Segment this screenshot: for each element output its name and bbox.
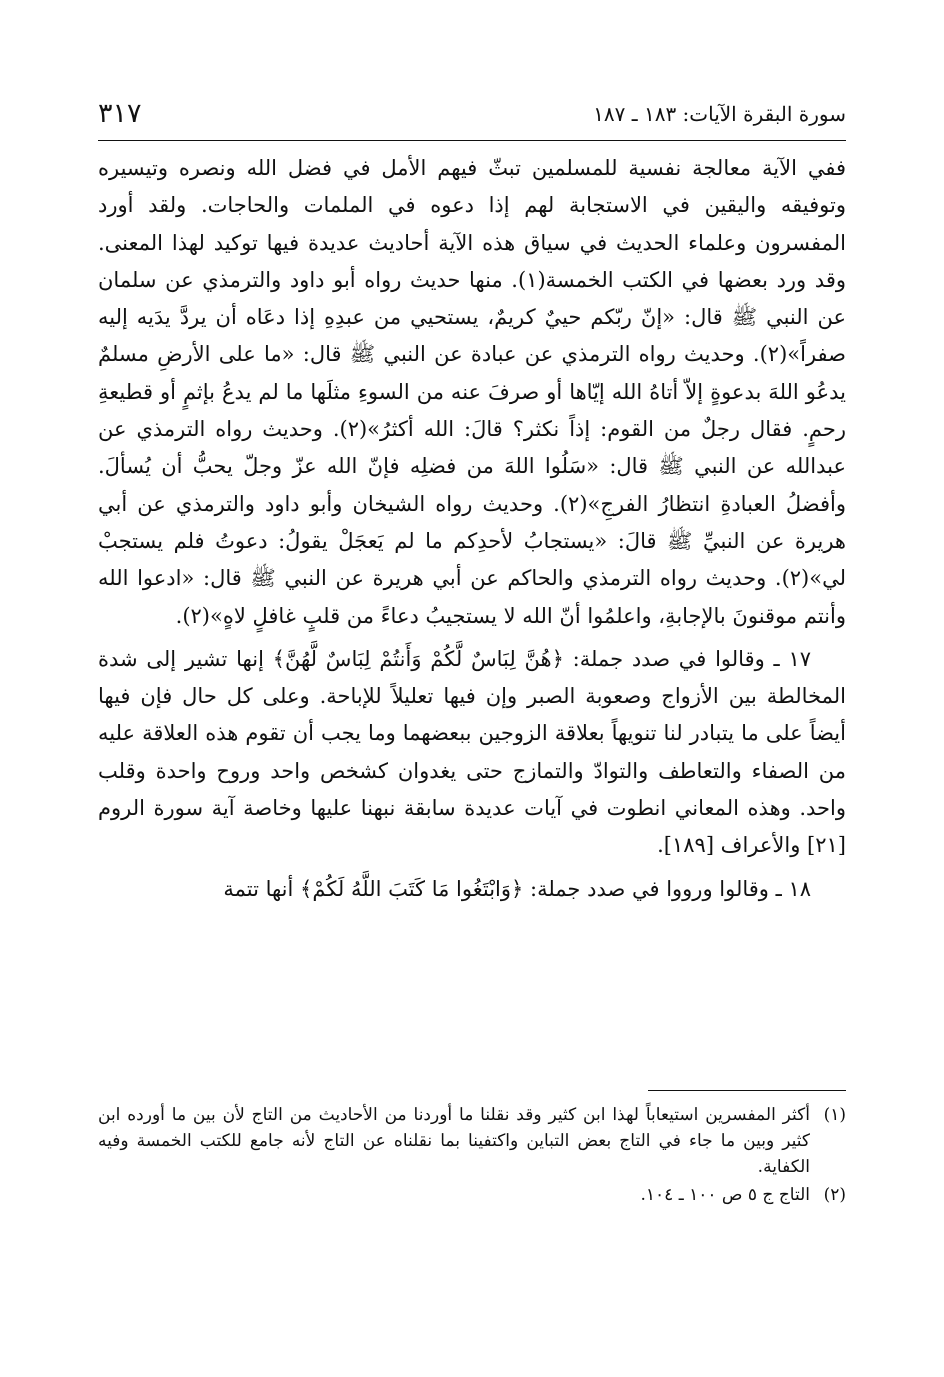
paragraph-item-18: ١٨ ـ وقالوا ورووا في صدد جملة: ﴿وَابْتَغُوا مَا كَتَبَ اللَّهُ لَكُمْ﴾ أنها تتمة <box>223 876 811 901</box>
page-number: ٣١٧ <box>98 98 142 129</box>
footnote-text: التاج ج ٥ ص ١٠٠ ـ ١٠٤. <box>640 1185 810 1205</box>
header-title: سورة البقرة الآيات: ١٨٣ ـ ١٨٧ <box>593 102 846 126</box>
footnotes <box>98 1102 846 1210</box>
paragraph-commentary: ففي الآية معالجة نفسية للمسلمين تبثّ فيهم الأمل في فضل الله ونصره وتيسيره وتوفيقه واليقين في الاستجابة لهم إذا دعوه في الملمات والحاجات. ولقد أورد المفسرون وعلماء الحديث في سياق هذه الآية أحاديث عديدة فيها توكيد لهذا المعنى. وقد ورد بعضها في الكتب الخمسة(١). منها حديث رواه أبو داود والترمذي عن سلمان عن النبي ﷺ قال: «إنّ ربّكم حييٌ كريمٌ، يستحيي من عبدِهِ إذا دعَاه أن يردَّ يدَيه إليه صفراً»(٢). وحديث رواه الترمذي عن عبادة عن النبي ﷺ قال: «ما على الأرضِ مسلمٌ يدعُو اللهَ بدعوةٍ إلاّ أتاهُ الله إيّاها أو صرفَ عنه من السوءِ مثلَها ما لم يدعُ بإثمٍ أو قطيعةِ رحمٍ. فقال رجلٌ من القوم: إذاً نكثر؟ قالَ: الله أكثرُ»(٢). وحديث رواه الترمذي عن عبدالله عن النبي ﷺ قال: «سَلُوا اللهَ من فضلِه فإنّ الله عزّ وجلّ يحبُّ أن يُسألَ. وأفضلُ العبادةِ انتظارُ الفرجِ»(٢). وحديث رواه الشيخان وأبو داود والترمذي عن أبي هريرة عن النبيِّ ﷺ قالَ: «يستجابُ لأحدِكم ما لم يَعجَلْ يقولُ: دعوتُ فلم يستجبْ لي»(٢). وحديث رواه الترمذي والحاكم عن أبي هريرة عن النبي ﷺ قال: «ادعوا الله وأنتم موقنونَ بالإجابةِ، واعلمُوا أنّ الله لا يستجيبُ دعاءً من قلبٍ غافلٍ لاهٍ»(٢). <box>98 156 847 628</box>
paragraph-item-17: ١٧ ـ وقالوا في صدد جملة: ﴿هُنَّ لِبَاسٌ لَّكُمْ وَأَنتُمْ لِبَاسٌ لَّهُنَّ﴾ إنها تشير إلى شدة المخالطة بين الأزواج وصعوبة الصبر وإن فيها تعليلاً للإباحة. وعلى كل حال فإن فيها أيضاً على ما يتبادر لنا تنويهاً بعلاقة الزوجين ببعضهما وما يجب أن تقوم هذه العلاقة عليه من الصفاء والتعاطف والتوادّ والتمازج حتى يغدوان كشخص واحد وروح واحدة وقلب واحد. وهذه المعاني انطوت في آيات عديدة سابقة نبهنا عليها وخاصة آية سورة الروم [٢١] والأعراف [١٨٩]. <box>98 646 846 858</box>
footnote-marker: (١) <box>823 1105 846 1125</box>
running-header <box>98 98 846 132</box>
footnote-marker: (٢) <box>823 1185 846 1205</box>
main-text <box>98 150 846 908</box>
footnote-separator <box>648 1090 846 1091</box>
footnote-2 <box>98 1182 846 1208</box>
header-rule <box>98 140 846 141</box>
footnote-text: أكثر المفسرين استيعاباً لهذا ابن كثير وقد نقلنا ما أوردنا من الأحاديث من التاج لأن بين ما أورده ابن كثير وبين ما جاء في التاج بعض التباين واكتفينا بما نقلناه عن التاج لأنه جامع للكتب الخمسة وفيه الكفاية. <box>98 1105 810 1177</box>
footnote-1 <box>98 1102 846 1180</box>
